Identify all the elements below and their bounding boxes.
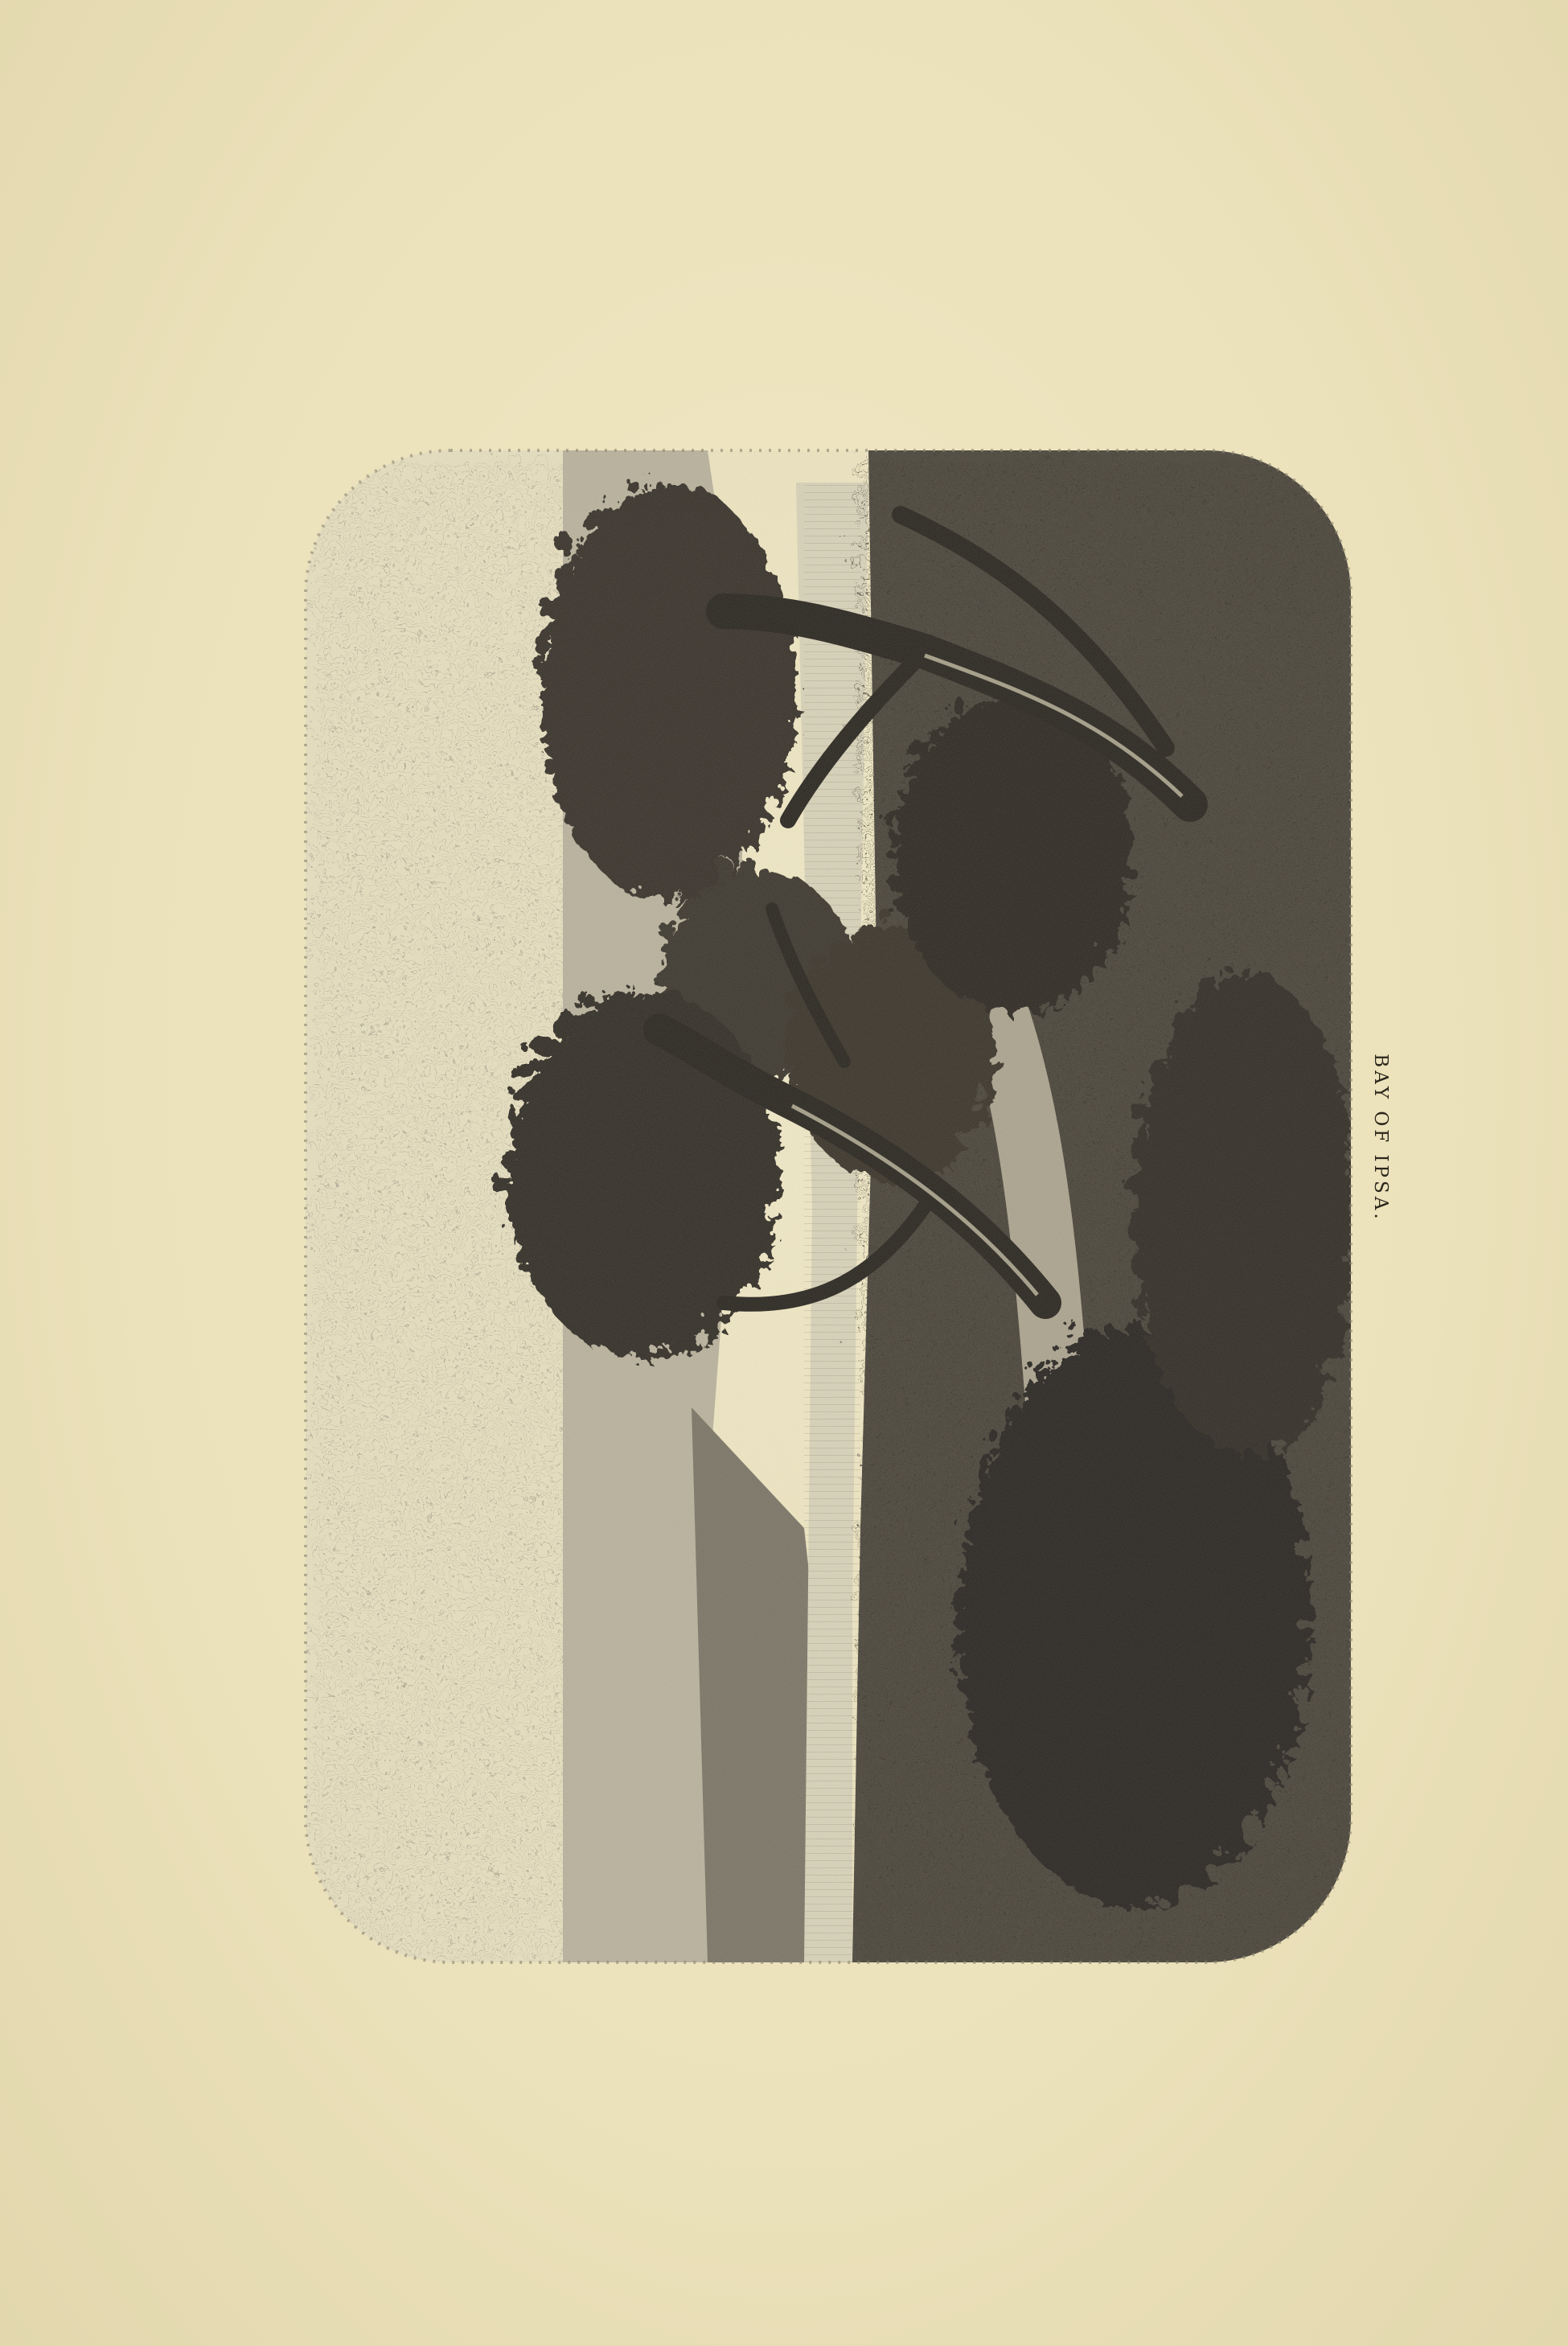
plate-caption: BAY OF IPSA. xyxy=(1370,1054,1391,1222)
engraving-scene xyxy=(306,450,1351,1962)
